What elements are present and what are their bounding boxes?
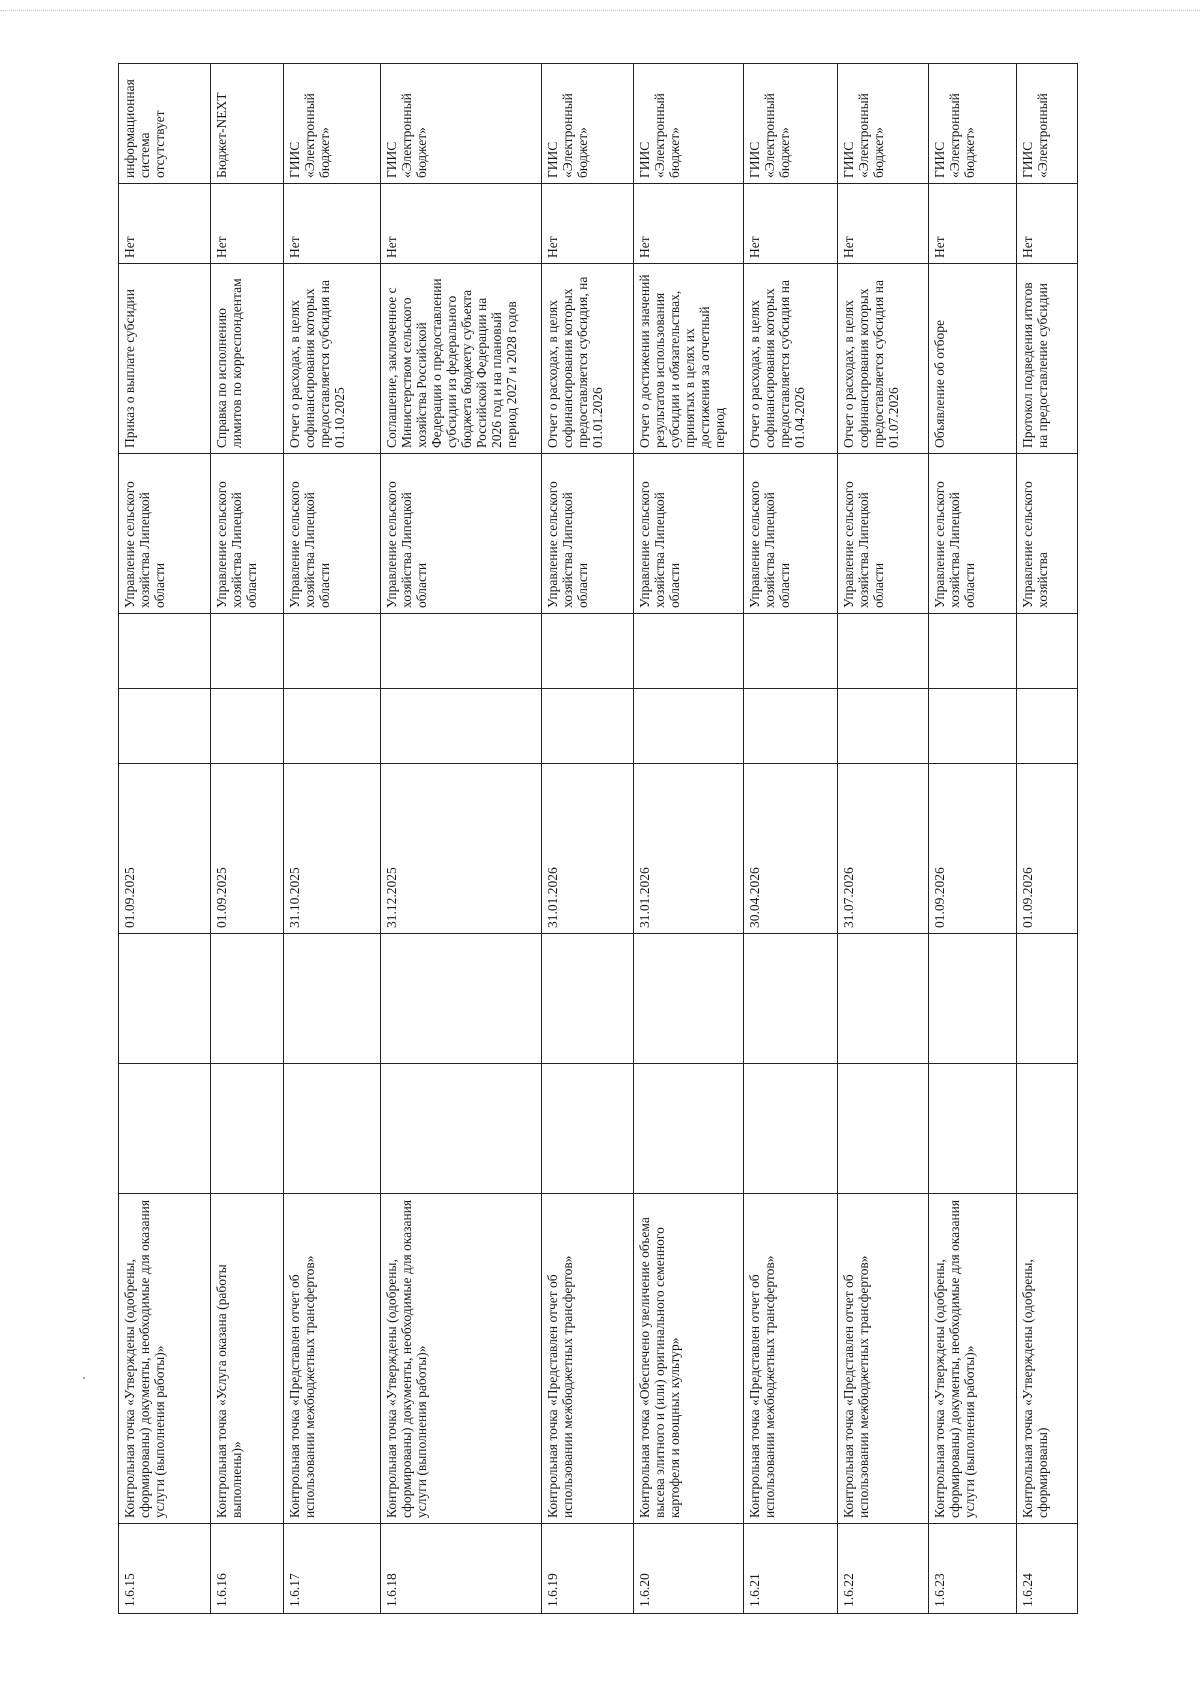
row-number: 1.6.24 xyxy=(1017,1524,1078,1614)
confirming-document: Отчет о достижении значений результатов использования субсидии и обязательствах, принятых в целях их достижения за отчетный период xyxy=(633,264,743,454)
empty-cell xyxy=(542,1064,634,1194)
control-point-name: Контрольная точка «Услуга оказана (работы выполнены)» xyxy=(210,1194,283,1524)
responsible-executor: Управление сельского хозяйства Липецкой области xyxy=(928,454,1017,614)
table-row xyxy=(283,64,380,1614)
table-row xyxy=(210,64,283,1614)
due-date: 01.09.2026 xyxy=(1017,764,1078,934)
information-system: Бюджет-NEXT xyxy=(210,64,283,184)
empty-cell xyxy=(838,689,929,764)
control-point-name: Контрольная точка «Представлен отчет об использовании межбюджетных трансфертов» xyxy=(283,1194,380,1524)
empty-cell xyxy=(380,934,542,1064)
table-row xyxy=(928,64,1017,1614)
row-number: 1.6.17 xyxy=(283,1524,380,1614)
empty-cell xyxy=(633,1064,743,1194)
flag-value: Нет xyxy=(928,184,1017,264)
control-point-name: Контрольная точка «Представлен отчет об использовании межбюджетных трансфертов» xyxy=(542,1194,634,1524)
due-date: 31.07.2026 xyxy=(838,764,929,934)
responsible-executor: Управление сельского хозяйства Липецкой области xyxy=(210,454,283,614)
flag-value: Нет xyxy=(283,184,380,264)
empty-cell xyxy=(283,689,380,764)
due-date: 01.09.2025 xyxy=(210,764,283,934)
confirming-document: Объявление об отборе xyxy=(928,264,1017,454)
control-point-name: Контрольная точка «Представлен отчет об использовании межбюджетных трансфертов» xyxy=(838,1194,929,1524)
empty-cell xyxy=(744,689,838,764)
table-row xyxy=(119,64,211,1614)
flag-value: Нет xyxy=(744,184,838,264)
empty-cell xyxy=(210,614,283,689)
empty-cell xyxy=(838,1064,929,1194)
due-date: 01.09.2025 xyxy=(119,764,211,934)
flag-value: Нет xyxy=(633,184,743,264)
row-number: 1.6.15 xyxy=(119,1524,211,1614)
scan-top-border xyxy=(0,10,1200,11)
flag-value: Нет xyxy=(1017,184,1078,264)
empty-cell xyxy=(744,1064,838,1194)
due-date: 31.01.2026 xyxy=(633,764,743,934)
information-system: ГИИС «Электронный бюджет» xyxy=(380,64,542,184)
information-system: информационная система отсутствует xyxy=(119,64,211,184)
control-point-name: Контрольная точка «Утверждены (одобрены, сформированы) документы, необходимые для оказания услуги (выполнения работы)» xyxy=(928,1194,1017,1524)
row-number: 1.6.16 xyxy=(210,1524,283,1614)
empty-cell xyxy=(283,934,380,1064)
empty-cell xyxy=(119,614,211,689)
empty-cell xyxy=(542,689,634,764)
empty-cell xyxy=(119,934,211,1064)
empty-cell xyxy=(928,1064,1017,1194)
responsible-executor: Управление сельского хозяйства Липецкой области xyxy=(633,454,743,614)
empty-cell xyxy=(633,614,743,689)
confirming-document: Отчет о расходах, в целях софинансирования которых предоставляется субсидия на 01.07.2026 xyxy=(838,264,929,454)
due-date: 31.01.2026 xyxy=(542,764,634,934)
flag-value: Нет xyxy=(119,184,211,264)
information-system: ГИИС «Электронный бюджет» xyxy=(542,64,634,184)
information-system: ГИИС «Электронный xyxy=(1017,64,1078,184)
control-point-name: Контрольная точка «Утверждены (одобрены, сформированы) документы, необходимые для оказания услуги (выполнения работы)» xyxy=(119,1194,211,1524)
information-system: ГИИС «Электронный бюджет» xyxy=(928,64,1017,184)
due-date: 31.10.2025 xyxy=(283,764,380,934)
confirming-document: Протокол подведения итогов на предоставление субсидии xyxy=(1017,264,1078,454)
flag-value: Нет xyxy=(210,184,283,264)
information-system: ГИИС «Электронный бюджет» xyxy=(838,64,929,184)
confirming-document: Отчет о расходах, в целях софинансирования которых предоставляется субсидия на 01.04.2026 xyxy=(744,264,838,454)
scan-speck xyxy=(83,1377,85,1379)
empty-cell xyxy=(210,1064,283,1194)
empty-cell xyxy=(210,934,283,1064)
table-row xyxy=(542,64,634,1614)
responsible-executor: Управление сельского хозяйства xyxy=(1017,454,1078,614)
empty-cell xyxy=(380,689,542,764)
flag-value: Нет xyxy=(542,184,634,264)
confirming-document: Отчет о расходах, в целях софинансирования которых предоставляется субсидия, на 01.01.2026 xyxy=(542,264,634,454)
empty-cell xyxy=(744,614,838,689)
table-row xyxy=(838,64,929,1614)
empty-cell xyxy=(928,934,1017,1064)
flag-value: Нет xyxy=(380,184,542,264)
empty-cell xyxy=(744,934,838,1064)
responsible-executor: Управление сельского хозяйства Липецкой области xyxy=(744,454,838,614)
empty-cell xyxy=(1017,934,1078,1064)
table-row xyxy=(744,64,838,1614)
empty-cell xyxy=(1017,1064,1078,1194)
responsible-executor: Управление сельского хозяйства Липецкой области xyxy=(119,454,211,614)
empty-cell xyxy=(283,614,380,689)
information-system: ГИИС «Электронный бюджет» xyxy=(633,64,743,184)
empty-cell xyxy=(542,614,634,689)
empty-cell xyxy=(633,689,743,764)
row-number: 1.6.23 xyxy=(928,1524,1017,1614)
due-date: 31.12.2025 xyxy=(380,764,542,934)
responsible-executor: Управление сельского хозяйства Липецкой области xyxy=(838,454,929,614)
control-point-name: Контрольная точка «Представлен отчет об использовании межбюджетных трансфертов» xyxy=(744,1194,838,1524)
empty-cell xyxy=(380,1064,542,1194)
empty-cell xyxy=(119,689,211,764)
confirming-document: Отчет о расходах, в целях софинансирования которых предоставляется субсидия на 01.10.2025 xyxy=(283,264,380,454)
responsible-executor: Управление сельского хозяйства Липецкой области xyxy=(380,454,542,614)
empty-cell xyxy=(283,1064,380,1194)
table-row xyxy=(380,64,542,1614)
empty-cell xyxy=(928,689,1017,764)
due-date: 01.09.2026 xyxy=(928,764,1017,934)
row-number: 1.6.20 xyxy=(633,1524,743,1614)
row-number: 1.6.22 xyxy=(838,1524,929,1614)
row-number: 1.6.21 xyxy=(744,1524,838,1614)
responsible-executor: Управление сельского хозяйства Липецкой области xyxy=(542,454,634,614)
due-date: 30.04.2026 xyxy=(744,764,838,934)
table-row xyxy=(1017,64,1078,1614)
confirming-document: Соглашение, заключенное с Министерством сельского хозяйства Российской Федерации о предоставлении субсидии из федерального бюджета бюджету субъекта Российской Федерации на 2026 год и на плановый период 2027 и 2028 годов xyxy=(380,264,542,454)
empty-cell xyxy=(542,934,634,1064)
information-system: ГИИС «Электронный бюджет» xyxy=(744,64,838,184)
empty-cell xyxy=(210,689,283,764)
flag-value: Нет xyxy=(838,184,929,264)
confirming-document: Приказ о выплате субсидии xyxy=(119,264,211,454)
row-number: 1.6.18 xyxy=(380,1524,542,1614)
control-point-name: Контрольная точка «Обеспечено увеличение объема высева элитного и (или) оригинального семенного картофеля и овощных культур» xyxy=(633,1194,743,1524)
information-system: ГИИС «Электронный бюджет» xyxy=(283,64,380,184)
empty-cell xyxy=(119,1064,211,1194)
empty-cell xyxy=(633,934,743,1064)
table-row xyxy=(633,64,743,1614)
rotated-page xyxy=(118,64,1078,1614)
empty-cell xyxy=(838,934,929,1064)
empty-cell xyxy=(838,614,929,689)
responsible-executor: Управление сельского хозяйства Липецкой области xyxy=(283,454,380,614)
row-number: 1.6.19 xyxy=(542,1524,634,1614)
confirming-document: Справка по исполнению лимитов по корреспондентам xyxy=(210,264,283,454)
control-points-table xyxy=(118,63,1078,1614)
control-point-name: Контрольная точка «Утверждены (одобрены, сформированы) документы, необходимые для оказания услуги (выполнения работы)» xyxy=(380,1194,542,1524)
empty-cell xyxy=(928,614,1017,689)
control-point-name: Контрольная точка «Утверждены (одобрены, сформированы) xyxy=(1017,1194,1078,1524)
empty-cell xyxy=(1017,614,1078,689)
empty-cell xyxy=(1017,689,1078,764)
empty-cell xyxy=(380,614,542,689)
